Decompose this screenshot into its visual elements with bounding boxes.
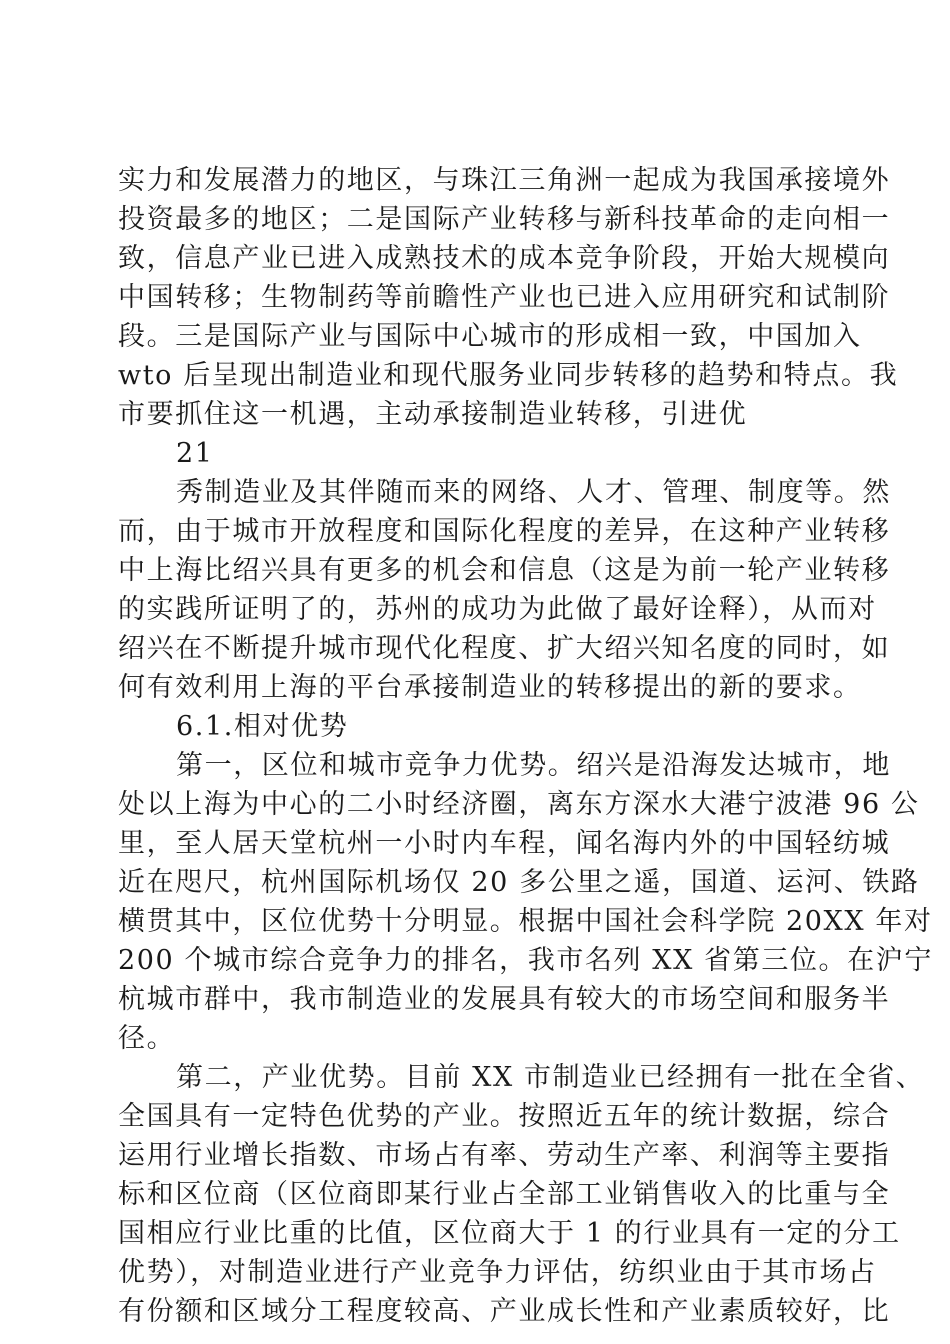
text-line: 第一，区位和城市竞争力优势。绍兴是沿海发达城市，地	[176, 750, 891, 781]
text-line: 致，信息产业已进入成熟技术的成本竞争阶段，开始大规模向	[118, 243, 891, 274]
text-line: 中上海比绍兴具有更多的机会和信息（这是为前一轮产业转移	[118, 555, 891, 586]
text-line: 优势），对制造业进行产业竞争力评估，纺织业由于其市场占	[118, 1257, 877, 1288]
text-line: 市要抓住这一机遇，主动承接制造业转移，引进优	[118, 399, 748, 430]
text-line: 杭城市群中，我市制造业的发展具有较大的市场空间和服务半	[118, 984, 891, 1015]
text-line: 中国转移；生物制药等前瞻性产业也已进入应用研究和试制阶	[118, 282, 891, 313]
text-line: 段。三是国际产业与国际中心城市的形成相一致，中国加入	[118, 321, 862, 352]
text-line: 标和区位商（区位商即某行业占全部工业销售收入的比重与全	[118, 1179, 891, 1210]
text-line: 横贯其中，区位优势十分明显。根据中国社会科学院 20XX 年对	[118, 906, 933, 937]
text-line: 处以上海为中心的二小时经济圈，离东方深水大港宁波港 96 公	[118, 789, 920, 820]
text-line: 的实践所证明了的，苏州的成功为此做了最好诠释），从而对	[118, 594, 877, 625]
text-line: 实力和发展潜力的地区，与珠江三角洲一起成为我国承接境外	[118, 165, 891, 196]
text-line: 第二，产业优势。目前 XX 市制造业已经拥有一批在全省、	[176, 1062, 925, 1093]
text-line: 何有效利用上海的平台承接制造业的转移提出的新的要求。	[118, 672, 862, 703]
page-marker: 21	[176, 438, 214, 469]
section-heading: 6.1.相对优势	[176, 711, 349, 742]
text-line: 国相应行业比重的比值，区位商大于 1 的行业具有一定的分工	[118, 1218, 901, 1249]
text-line: 200 个城市综合竞争力的排名，我市名列 XX 省第三位。在沪宁	[118, 945, 933, 976]
text-line: wto 后呈现出制造业和现代服务业同步转移的趋势和特点。我	[118, 360, 899, 391]
text-line: 近在咫尺，杭州国际机场仅 20 多公里之遥，国道、运河、铁路	[118, 867, 920, 898]
text-line: 秀制造业及其伴随而来的网络、人才、管理、制度等。然	[176, 477, 891, 508]
text-line: 里，至人居天堂杭州一小时内车程，闻名海内外的中国轻纺城	[118, 828, 891, 859]
text-line: 全国具有一定特色优势的产业。按照近五年的统计数据，综合	[118, 1101, 891, 1132]
text-line: 绍兴在不断提升城市现代化程度、扩大绍兴知名度的同时，如	[118, 633, 891, 664]
text-line: 运用行业增长指数、市场占有率、劳动生产率、利润等主要指	[118, 1140, 891, 1171]
text-line: 投资最多的地区；二是国际产业转移与新科技革命的走向相一	[118, 204, 891, 235]
text-line: 而，由于城市开放程度和国际化程度的差异，在这种产业转移	[118, 516, 891, 547]
text-line: 有份额和区域分工程度较高、产业成长性和产业素质较好，比	[118, 1296, 891, 1327]
text-line: 径。	[118, 1023, 176, 1054]
